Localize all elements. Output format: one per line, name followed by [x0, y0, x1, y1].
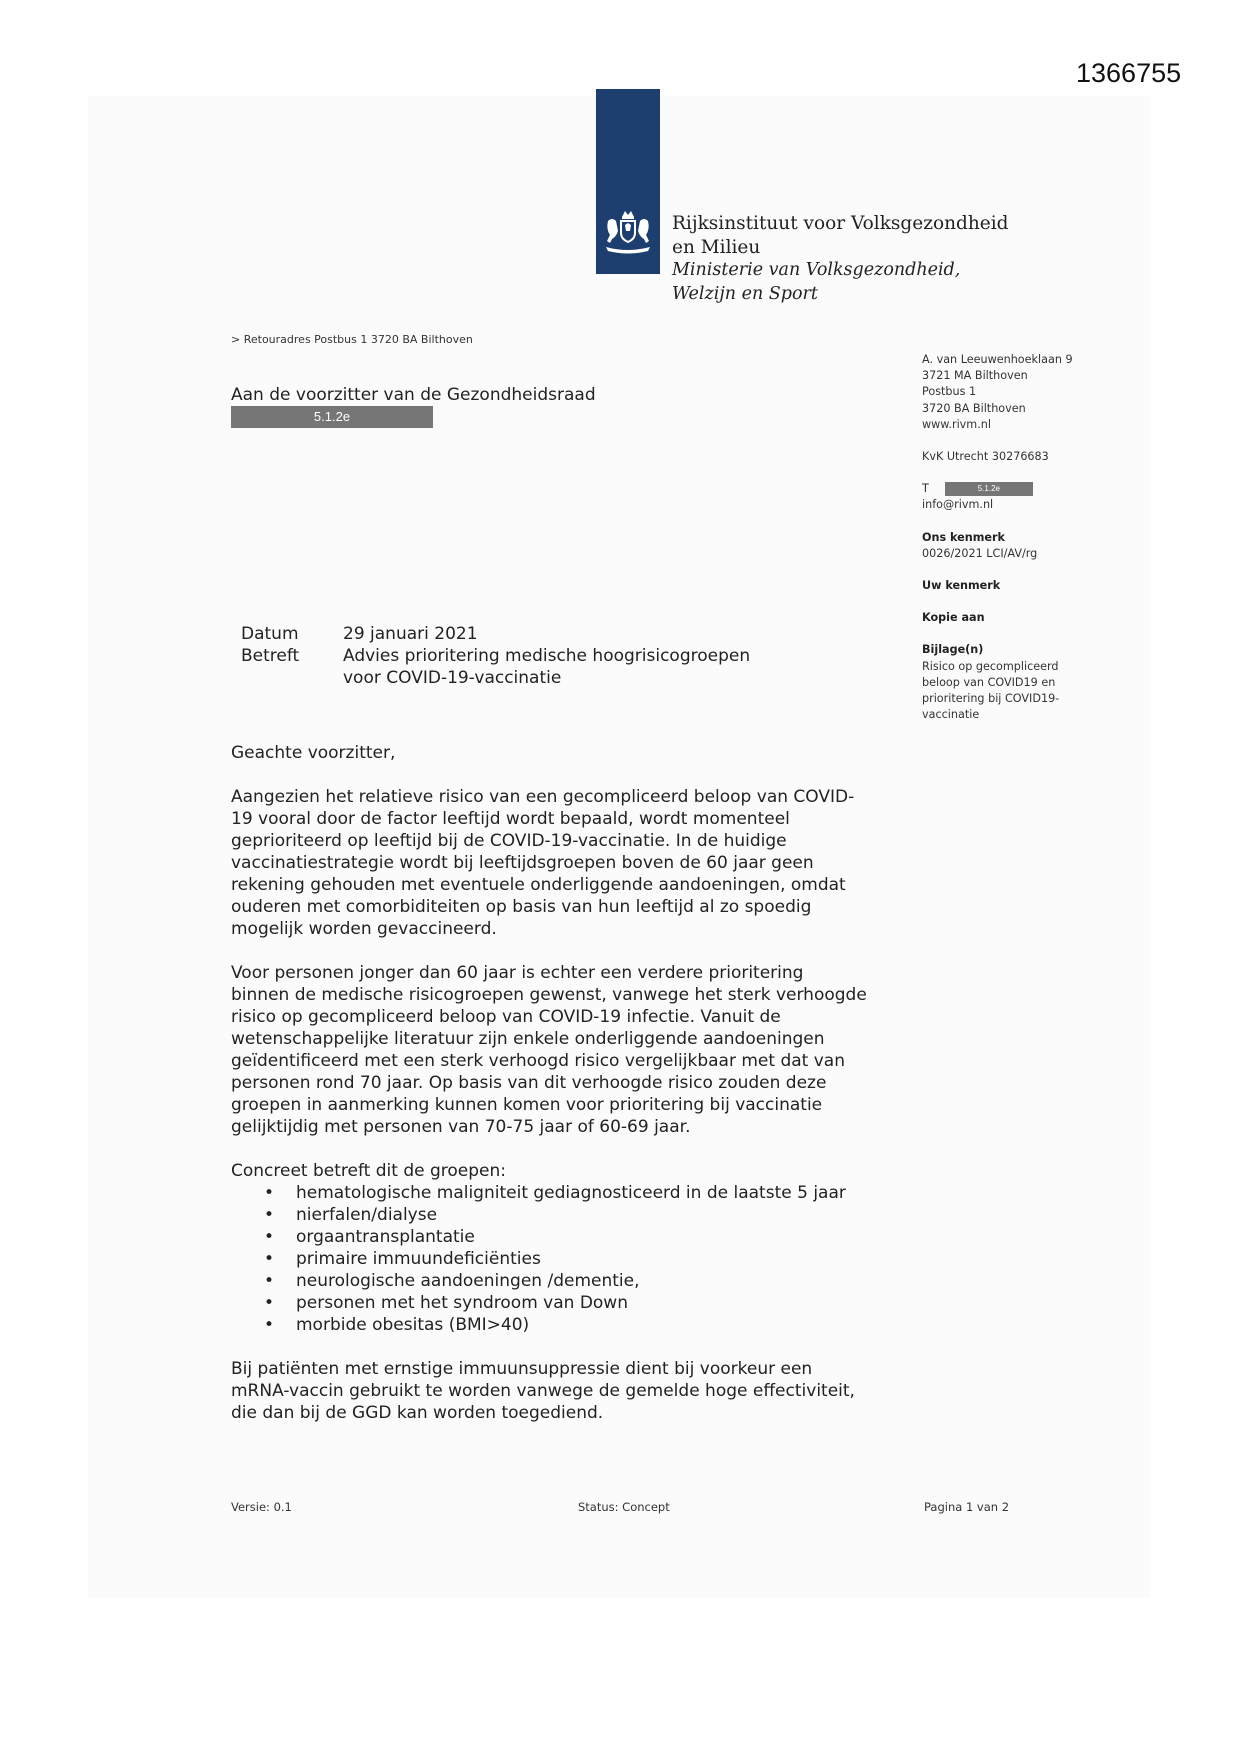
text-line: vaccinatiestrategie wordt bij leeftijdsgroepen boven de 60 jaar geen — [231, 853, 814, 873]
text-line: binnen de medische risicogroepen gewenst, vanwege het sterk verhoogde — [231, 985, 867, 1005]
address-line: 3720 BA Bilthoven — [922, 401, 1026, 415]
logo-bar — [596, 89, 660, 274]
risk-group-list — [231, 1182, 931, 1336]
text-line: geprioriteerd op leeftijd bij de COVID-19-vaccinatie. In de huidige — [231, 831, 787, 851]
text-line: die dan bij de GGD kan worden toegediend. — [231, 1403, 604, 1423]
document-number: 1366755 — [1076, 58, 1182, 88]
kopie-aan-label: Kopie aan — [922, 611, 985, 625]
paragraph-2 — [231, 962, 931, 1138]
footer-status: Status: Concept — [578, 1500, 670, 1514]
betreft-line: Advies prioritering medische hoogrisicogroepen — [343, 646, 751, 666]
text-line: groepen in aanmerking kunnen komen voor prioritering bij vaccinatie — [231, 1095, 823, 1115]
royal-coat-of-arms-icon — [602, 207, 654, 257]
bijlage-label: Bijlage(n) — [922, 643, 984, 657]
org-name-line-1: Rijksinstituut voor Volksgezondheid — [672, 213, 1009, 234]
ministry-line-1: Ministerie van Volksgezondheid, — [672, 260, 961, 280]
bijlage-line: vaccinatie — [922, 708, 980, 722]
text-line: gelijktijdig met personen van 70-75 jaar of 60-69 jaar. — [231, 1117, 691, 1137]
bijlage-line: prioritering bij COVID19- — [922, 692, 1060, 706]
website-link[interactable]: www.rivm.nl — [922, 417, 991, 431]
paragraph-1 — [231, 786, 931, 940]
datum-label: Datum — [241, 624, 299, 644]
text-line: mogelijk worden gevaccineerd. — [231, 919, 497, 939]
text-line: mRNA-vaccin gebruikt te worden vanwege de gemelde hoge effectiviteit, — [231, 1381, 855, 1401]
list-item: • primaire immuundeficiënties — [231, 1248, 931, 1270]
text-line: geïdentificeerd met een sterk verhoogd risico vergelijkbaar met dat van — [231, 1051, 845, 1071]
email-link[interactable]: info@rivm.nl — [922, 498, 994, 512]
footer-page-number: Pagina 1 van 2 — [924, 1500, 1010, 1514]
text-line: Voor personen jonger dan 60 jaar is echter een verdere prioritering — [231, 963, 804, 983]
addressee-line: Aan de voorzitter van de Gezondheidsraad — [231, 385, 596, 405]
sender-sidebar — [922, 352, 1122, 723]
return-address: > Retouradres Postbus 1 3720 BA Bilthoven — [231, 333, 473, 346]
datum-value: 29 januari 2021 — [343, 624, 478, 644]
phone-redaction: 5.1.2e — [945, 482, 1033, 496]
text-line: 19 vooral door de factor leeftijd wordt bepaald, wordt momenteel — [231, 809, 790, 829]
address-line: 3721 MA Bilthoven — [922, 369, 1028, 383]
uw-kenmerk-label: Uw kenmerk — [922, 579, 1001, 593]
bijlage-line: Risico op gecompliceerd — [922, 659, 1059, 673]
betreft-row — [241, 645, 750, 689]
ons-kenmerk-value: 0026/2021 LCI/AV/rg — [922, 546, 1038, 560]
datum-row — [241, 623, 750, 645]
list-item: • neurologische aandoeningen /dementie, — [231, 1270, 931, 1292]
ministry-line-2: Welzijn en Sport — [672, 283, 818, 304]
letter-body — [231, 742, 931, 1446]
org-name-line-2: en Milieu — [672, 236, 761, 258]
list-item: • hematologische maligniteit gediagnosticeerd in de laatste 5 jaar — [231, 1182, 931, 1204]
bijlage-line: beloop van COVID19 en — [922, 675, 1056, 689]
list-item: • morbide obesitas (BMI>40) — [231, 1314, 931, 1336]
betreft-label: Betreft — [241, 646, 300, 666]
text-line: risico op gecompliceerd beloop van COVID-19 infectie. Vanuit de — [231, 1007, 781, 1027]
betreft-line: voor COVID-19-vaccinatie — [343, 668, 562, 688]
address-line: A. van Leeuwenhoeklaan 9 — [922, 353, 1073, 366]
address-line: Postbus 1 — [922, 385, 977, 399]
text-line: rekening gehouden met eventuele onderliggende aandoeningen, omdat — [231, 875, 846, 895]
ons-kenmerk-label: Ons kenmerk — [922, 530, 1005, 544]
footer-version: Versie: 0.1 — [231, 1500, 292, 1514]
text-line: Aangezien het relatieve risico van een gecompliceerd beloop van COVID- — [231, 787, 855, 807]
salutation: Geachte voorzitter, — [231, 743, 396, 763]
text-line: personen rond 70 jaar. Op basis van dit verhoogde risico zouden deze — [231, 1073, 827, 1093]
letter-meta — [241, 623, 750, 689]
list-item: • nierfalen/dialyse — [231, 1204, 931, 1226]
list-intro: Concreet betreft dit de groepen: — [231, 1161, 506, 1181]
paragraph-3 — [231, 1358, 931, 1424]
phone-row — [922, 481, 1122, 497]
redaction-box: 5.1.2e — [231, 406, 433, 428]
text-line: Bij patiënten met ernstige immuunsuppressie dient bij voorkeur een — [231, 1359, 813, 1379]
organization-block — [672, 212, 1008, 306]
phone-label: T — [922, 482, 929, 496]
text-line: wetenschappelijke literatuur zijn enkele onderliggende aandoeningen — [231, 1029, 825, 1049]
list-item: • orgaantransplantatie — [231, 1226, 931, 1248]
kvk-number: KvK Utrecht 30276683 — [922, 450, 1049, 464]
list-item: • personen met het syndroom van Down — [231, 1292, 931, 1314]
text-line: ouderen met comorbiditeiten op basis van hun leeftijd al zo spoedig — [231, 897, 812, 917]
betreft-value — [343, 645, 750, 689]
